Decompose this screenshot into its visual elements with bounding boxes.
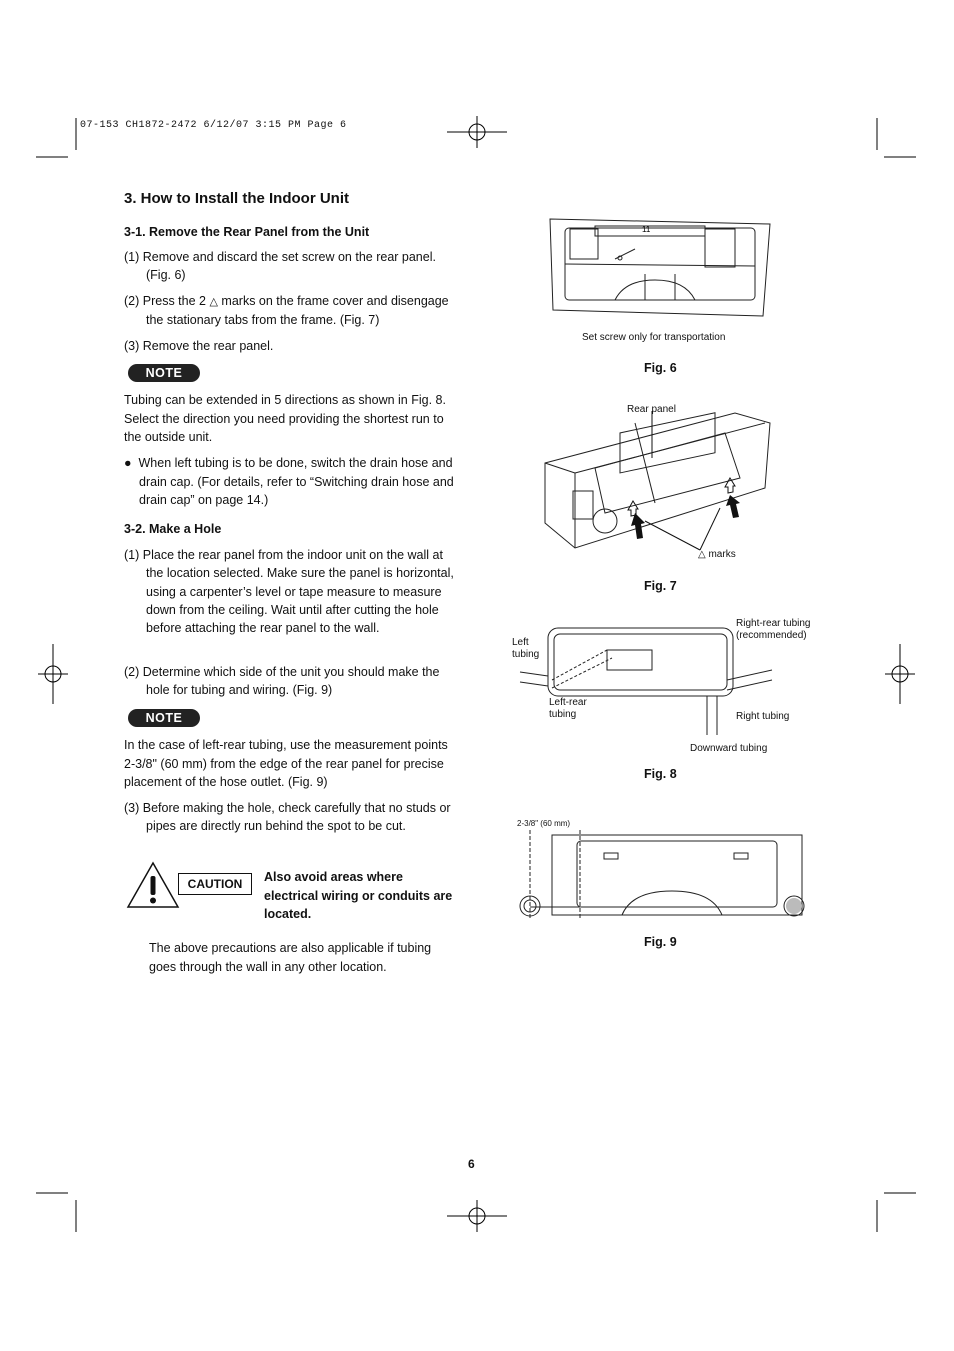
fig6-rear-panel-drawing	[545, 214, 775, 324]
subsection-heading-make-hole: 3-2. Make a Hole	[124, 522, 222, 536]
triangle-mark-icon: △	[209, 296, 218, 308]
step-2-press-marks	[124, 292, 454, 330]
fig8-downward-tubing: Downward tubing	[690, 743, 768, 754]
bullet-dot-icon: ●	[124, 456, 139, 470]
fig7-marks-label	[698, 549, 736, 561]
note-badge: NOTE	[128, 364, 200, 382]
page-number: 6	[468, 1157, 475, 1171]
step-1-remove-screw: (1) Remove and discard the set screw on the rear panel. (Fig. 6)	[124, 250, 436, 283]
fig7-marks-text: marks	[708, 549, 736, 560]
svg-text:11: 11	[642, 225, 651, 234]
step-2-text-a: (2) Press the 2	[124, 294, 206, 308]
triangle-mark-icon: △	[698, 549, 709, 560]
bullet-text: When left tubing is to be done, switch the drain hose and drain cap. (For details, refer to “Switching drain hose and drain cap” on page 14.)	[138, 456, 454, 507]
fig8-left-rear-tubing: Left-rear tubing	[549, 697, 587, 720]
fig7-rear-panel-label: Rear panel	[627, 404, 676, 415]
fig7-frame-drawing	[535, 403, 775, 553]
step-2-text-b: marks on the frame cover and disengage the stationary tabs from the frame. (Fig. 7)	[146, 294, 449, 328]
print-slug: 07-153 CH1872-2472 6/12/07 3:15 PM Page 6	[80, 120, 347, 131]
step-2-determine-side: (2) Determine which side of the unit you should make the hole for tubing and wiring. (Fig. 9)	[124, 665, 440, 698]
fig9-measurement-label: 2-3/8" (60 mm)	[517, 819, 571, 828]
fig7-label: Fig. 7	[644, 579, 677, 593]
fig8-left-tubing: Left tubing	[512, 637, 540, 660]
fig6-label: Fig. 6	[644, 361, 677, 375]
precautions-note: The above precautions are also applicable if tubing goes through the wall in any other location.	[149, 941, 432, 974]
fig9-measurement-drawing	[512, 825, 812, 925]
note-text-left-rear: In the case of left-rear tubing, use the measurement points 2-3/8" (60 mm) from the edge of the rear panel for precise placement of the hose outlet. (Fig. 9)	[124, 738, 448, 789]
fig6-caption: Set screw only for transportation	[582, 332, 726, 343]
warning-triangle-icon	[126, 861, 180, 909]
fig9-label: Fig. 9	[644, 935, 677, 949]
subsection-heading-remove-rear-panel: 3-1. Remove the Rear Panel from the Unit	[124, 225, 370, 239]
note-text-tubing: Tubing can be extended in 5 directions as shown in Fig. 8. Select the direction you need providing the shortest run to the outside unit.	[124, 393, 446, 444]
step-3-remove-panel: (3) Remove the rear panel.	[124, 339, 274, 353]
step-3-check-studs: (3) Before making the hole, check carefully that no studs or pipes are directly run behind the spot to be cut.	[124, 801, 451, 834]
fig8-right-rear-tubing: Right-rear tubing (recommended)	[736, 618, 811, 641]
bullet-left-tubing	[124, 454, 454, 510]
caution-text: Also avoid areas where electrical wiring or conduits are located.	[264, 870, 453, 921]
note-badge-2: NOTE	[128, 709, 200, 727]
caution-label: CAUTION	[178, 873, 252, 895]
step-1-place-panel: (1) Place the rear panel from the indoor unit on the wall at the location selected. Make sure the panel is horizontal, using a carpenter’s level or tape measure to measure down from the ceiling. Wait until after cutting the hole before attaching the rear panel to the wall.	[124, 548, 454, 636]
fig8-right-tubing: Right tubing	[736, 711, 790, 722]
section-title: 3. How to Install the Indoor Unit	[124, 190, 349, 207]
fig8-label: Fig. 8	[644, 767, 677, 781]
